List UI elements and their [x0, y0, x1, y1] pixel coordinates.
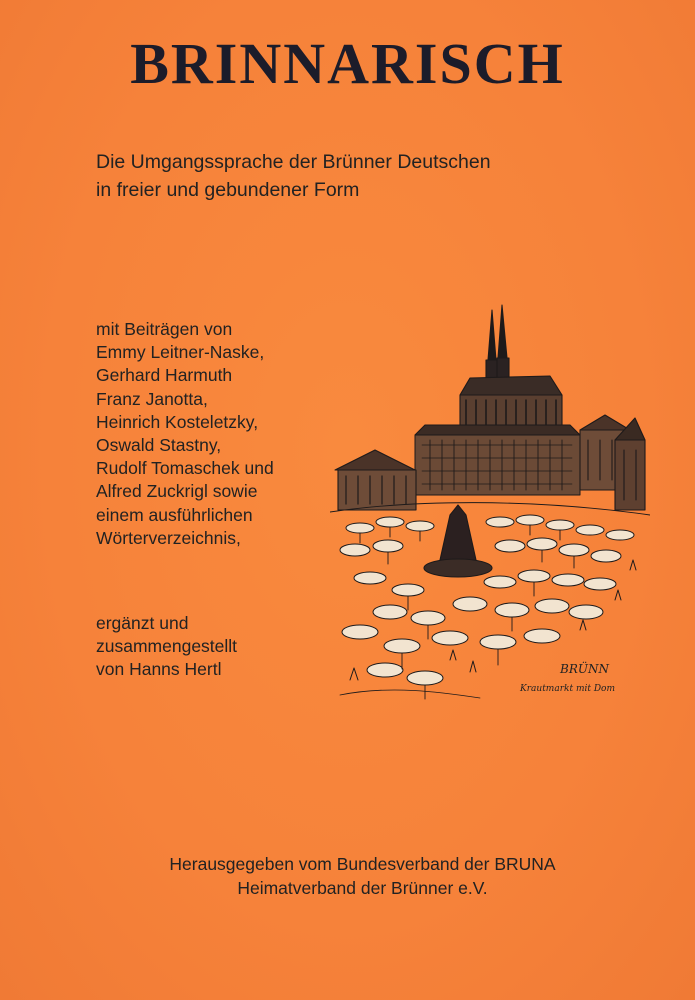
contributors-line: Emmy Leitner-Naske, [96, 342, 265, 363]
contributors-line: Franz Janotta, [96, 388, 208, 409]
sketch-caption: BRÜNN [560, 662, 609, 676]
sketch-subcaption: Krautmarkt mit Dom [520, 684, 615, 694]
compiled-line: ergänzt und [96, 613, 189, 633]
market-sketch-illustration [330, 300, 650, 710]
contributors-line: Wörterverzeichnis, [96, 527, 241, 548]
book-title: BRINNARISCH [130, 31, 565, 96]
publisher-line: Herausgegeben vom Bundesverband der BRUNA [169, 854, 556, 874]
contributors-line: Alfred Zuckrigl sowie [96, 481, 258, 502]
subtitle-line: in freier und gebundener Form [96, 179, 360, 201]
contributors-line: Gerhard Harmuth [96, 365, 233, 386]
publisher-block [0, 852, 695, 900]
contributors-block [96, 318, 356, 550]
contributors-line: mit Beiträgen von [96, 319, 233, 339]
compiled-line: zusammengestellt [96, 636, 238, 657]
contributors-line: Rudolf Tomaschek und [96, 458, 274, 479]
publisher-line: Heimatverband der Brünner e.V. [237, 878, 488, 898]
compiled-by-block [96, 612, 356, 682]
contributors-line: Heinrich Kosteletzky, [96, 411, 259, 432]
book-subtitle [96, 148, 656, 204]
subtitle-line: Die Umgangssprache der Brünner Deutschen [96, 151, 491, 173]
compiled-line: von Hanns Hertl [96, 659, 222, 680]
contributors-line: Oswald Stastny, [96, 435, 222, 456]
contributors-line: einem ausführlichen [96, 504, 253, 525]
